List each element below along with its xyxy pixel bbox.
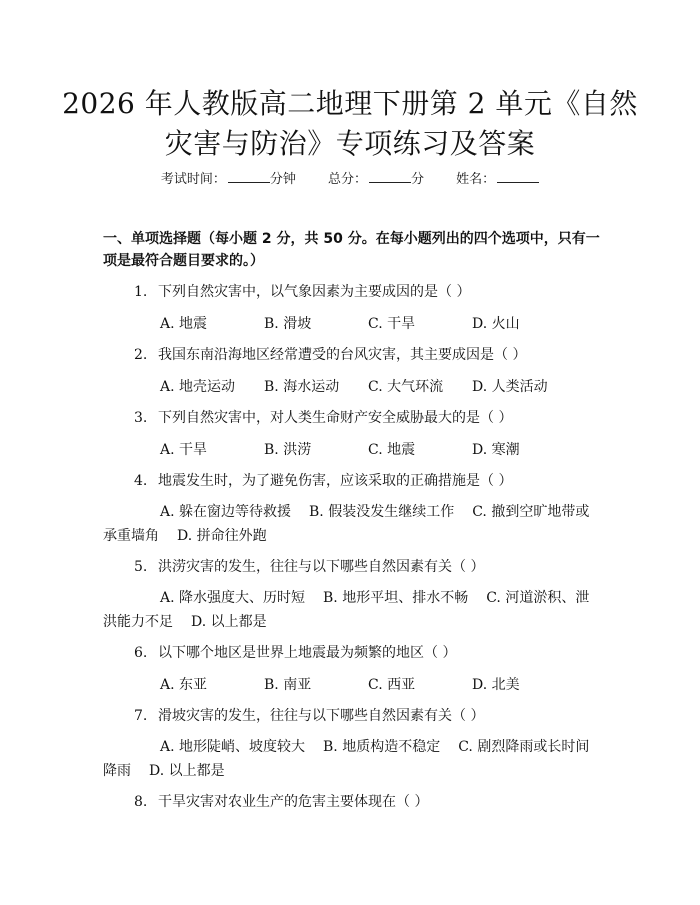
section-heading: 一、单项选择题（每小题 2 分，共 50 分。在每小题列出的四个选项中，只有一项是最符合题目要求的。） xyxy=(103,231,600,269)
question-text: 地震发生时，为了避免伤害，应该采取的正确措施是（ ） xyxy=(158,473,513,489)
question-3-options xyxy=(160,440,600,460)
option-a: A. 降水强度大、历时短 xyxy=(160,590,306,606)
option-c: C. 剧烈降雨或长时间降雨 xyxy=(103,739,590,779)
title-line-2: 灾害与防治》专项练习及答案 xyxy=(164,127,536,160)
question-5-options xyxy=(103,586,603,634)
exam-time xyxy=(161,168,296,189)
question-6 xyxy=(134,643,604,663)
question-4-options xyxy=(103,500,603,548)
option-d: D. 寒潮 xyxy=(472,442,520,458)
option-d: D. 拼命往外跑 xyxy=(177,528,267,544)
option-c: C. 大气环流 xyxy=(368,379,444,395)
question-text: 下列自然灾害中，以气象因素为主要成因的是（ ） xyxy=(158,284,471,300)
option-b: B. 海水运动 xyxy=(264,379,340,395)
question-text: 以下哪个地区是世界上地震最为频繁的地区（ ） xyxy=(158,645,457,661)
option-d: D. 北美 xyxy=(472,677,520,693)
option-b: B. 南亚 xyxy=(264,677,312,693)
option-a: A. 东亚 xyxy=(160,677,208,693)
option-b: B. 地质构造不稳定 xyxy=(323,739,441,755)
question-7-options xyxy=(103,735,603,783)
question-number: 4. xyxy=(134,473,148,489)
question-number: 3. xyxy=(134,410,148,426)
score-unit: 分 xyxy=(411,172,425,187)
question-text: 滑坡灾害的发生，往往与以下哪些自然因素有关（ ） xyxy=(158,708,485,724)
option-c: C. 撤到空旷地带或承重墙角 xyxy=(103,504,590,544)
question-1 xyxy=(134,282,604,302)
time-blank xyxy=(228,168,270,183)
question-4 xyxy=(134,471,604,491)
question-text: 下列自然灾害中，对人类生命财产安全威胁最大的是（ ） xyxy=(158,410,513,426)
option-b: B. 洪涝 xyxy=(264,442,312,458)
option-c: C. 河道淤积、泄洪能力不足 xyxy=(103,590,590,630)
exam-score xyxy=(328,168,424,189)
option-d: D. 以上都是 xyxy=(191,614,267,630)
score-blank xyxy=(369,168,411,183)
question-6-options xyxy=(160,675,600,695)
exam-name xyxy=(456,168,539,189)
title-line-1: 2026 年人教版高二地理下册第 2 单元《自然 xyxy=(62,87,638,120)
option-b: B. 滑坡 xyxy=(264,316,312,332)
question-7 xyxy=(134,706,604,726)
option-a: A. 地震 xyxy=(160,316,208,332)
option-d: D. 火山 xyxy=(472,316,520,332)
question-8 xyxy=(134,792,604,812)
question-5 xyxy=(134,557,604,577)
name-blank xyxy=(497,168,539,183)
time-unit: 分钟 xyxy=(269,172,296,187)
question-number: 2. xyxy=(134,347,148,363)
option-c: C. 西亚 xyxy=(368,677,416,693)
option-d: D. 以上都是 xyxy=(149,763,225,779)
score-label: 总分： xyxy=(327,172,367,187)
document-title xyxy=(60,84,640,164)
exam-info xyxy=(0,168,700,189)
question-text: 洪涝灾害的发生，往往与以下哪些自然因素有关（ ） xyxy=(158,559,485,575)
option-a: A. 地壳运动 xyxy=(160,379,236,395)
option-c: C. 干旱 xyxy=(368,316,416,332)
question-number: 6. xyxy=(134,645,148,661)
question-number: 1. xyxy=(134,284,148,300)
option-a: A. 地形陡峭、坡度较大 xyxy=(160,739,306,755)
option-c: C. 地震 xyxy=(368,442,416,458)
question-number: 5. xyxy=(134,559,148,575)
question-2 xyxy=(134,345,604,365)
question-2-options xyxy=(160,377,600,397)
question-text: 我国东南沿海地区经常遭受的台风灾害，其主要成因是（ ） xyxy=(158,347,527,363)
option-d: D. 人类活动 xyxy=(472,379,548,395)
question-number: 7. xyxy=(134,708,148,724)
time-label: 考试时间： xyxy=(160,172,226,187)
question-3 xyxy=(134,408,604,428)
name-label: 姓名： xyxy=(456,172,496,187)
option-a: A. 干旱 xyxy=(160,442,208,458)
option-b: B. 假装没发生继续工作 xyxy=(309,504,455,520)
option-b: B. 地形平坦、排水不畅 xyxy=(323,590,469,606)
question-1-options xyxy=(160,314,600,334)
option-a: A. 躲在窗边等待救援 xyxy=(160,504,292,520)
question-text: 干旱灾害对农业生产的危害主要体现在（ ） xyxy=(158,794,429,810)
question-number: 8. xyxy=(134,794,148,810)
